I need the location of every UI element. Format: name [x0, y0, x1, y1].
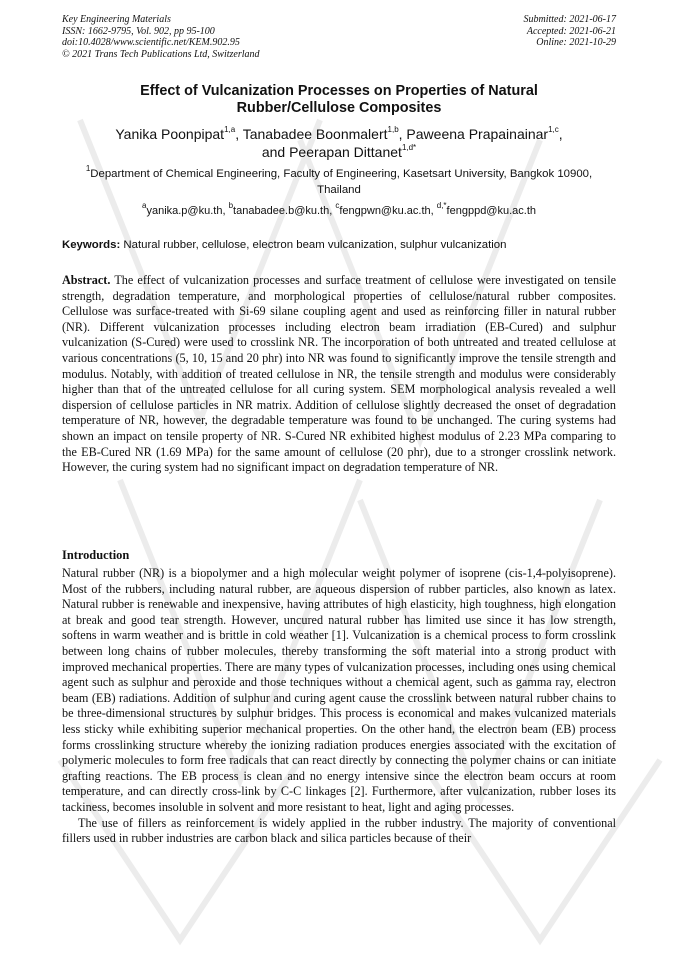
affiliation [70, 164, 608, 198]
abstract [62, 273, 616, 476]
paragraph: Natural rubber (NR) is a biopolymer and a high molecular weight polymer of isoprene (cis-1,4-polyisoprene). Most of the rubbers, including natural rubber, are aqueous dispersion of rubber particles, also known as latex. Natural rubber is renewable and inexpensive, having attributes of high elasticity, high toughness, high elongation at break and good tear strength. However, uncured natural rubber has limited use since it has low strength, softens in warm weather and is brittle in cold weather [1]. Vulcanization is a chemical process to form crosslink between long chains of rubber molecules, thereby transforming the soft material into a strong product with improved mechanical properties. There are many types of vulcanization processes, including ones using chemical agent such as sulphur and peroxide and those techniques without a chemical agent, such as gamma ray, electron beam (EB) radiations. Addition of sulphur and curing agent cause the crosslink between natural rubber chains to be three-dimensional structures by sulphur bridges. This process is economical and makes vulcanized materials less sticky while exhibiting superior mechanical properties. On the other hand, the electron beam (EB) process forms crosslinking structure whereby the ionizing radiation produces energies associated with the excitation of polymeric molecules to form free radicals that can react directly by connecting the polymer chains or can initiate grafting reactions. The EB process is clean and no energy intensive since the electron beam occurs at room temperature, and can directly cross-link by C-C linkages [2]. Furthermore, after vulcanization, rubber loses its tackiness, becomes insoluble in solvent and more resistant to heat, light and aging processes. [62, 566, 616, 814]
email-list: $^a$yanika.p@ku.th, $^b$tanabadee.b@ku.th, $^c$fengpwn@ku.ac.th, $^{d,*}$fengppd@ku.ac.th [142, 201, 536, 217]
accepted-date: Accepted: 2021-06-21 [526, 25, 616, 37]
online-date: Online: 2021-10-29 [536, 37, 616, 49]
author-and: and [261, 144, 290, 160]
author-name: Yanika Poonpipat [115, 126, 225, 142]
author-sup: 1,c [548, 125, 559, 135]
email-link[interactable]: fengppd@ku.ac.th [446, 205, 536, 217]
email-link[interactable]: yanika.p@ku.th [146, 205, 223, 217]
affiliation-text: Department of Chemical Engineering, Faculty of Engineering, Kasetsart University, Bangkok 10900, Thailand [90, 168, 593, 196]
abstract-label: Abstract. [62, 273, 111, 287]
doi-line: doi:10.4028/www.scientific.net/KEM.902.95 [62, 37, 240, 49]
author-name: Tanabadee Boonmalert [242, 126, 388, 142]
keywords [62, 238, 616, 253]
email-link[interactable]: tanabadee.b@ku.th [233, 205, 330, 217]
section-heading-introduction: Introduction [62, 548, 130, 562]
keywords-text: Natural rubber, cellulose, electron beam vulcanization, sulphur vulcanization [120, 239, 507, 251]
author-sup: 1,a [224, 125, 236, 135]
introduction-body [62, 566, 616, 847]
issn-line: ISSN: 1662-9795, Vol. 902, pp 95-100 [62, 25, 215, 37]
author-list: Yanika Poonpipat$^{1,a}$, Tanabadee Boonmalert$^{1,b}$, Paweena Prapainainar$^{1,c}$, and Peerapan Dittanet$^{1,d*}$ [115, 125, 563, 160]
author-sup: 1,b [387, 125, 399, 135]
journal-header-left [62, 14, 260, 60]
paper-title [62, 83, 616, 117]
abstract-text: The effect of vulcanization processes and surface treatment of cellulose were investigated on tensile strength, degradation temperature, and morphological properties of cellulose/natural rubber composites. Cellulose was surface-treated with Si-69 silane coupling agent and used as reinforcing filler in natural rubber (NR). Different vulcanization processes including electron beam irradiation (EB-Cured) and sulphur vulcanization (S-Cured) were used to crosslink NR. The incorporation of both untreated and treated cellulose at various concentrations (5, 10, 15 and 20 phr) into NR was found to significantly improve the tensile strength and modulus. Notably, with addition of treated cellulose in NR, the tensile strength and modulus were considerably higher than that of the untreated cellulose for all curing system. SEM morphological analysis revealed a well dispersion of cellulose particles in NR matrix. Addition of cellulose slightly decreased the onset of degradation temperature of NR, however, the degradable temperature was found to be unchanged. The curing systems had shown an impact on tensile property of NR. S-Cured NR exhibited highest modulus of 2.23 MPa comparing to the EB-Cured NR (1.69 MPa) for the same amount of cellulose (20 phr), due to a stronger crosslink network. However, the curing system had no significant impact on degradation temperature of NR. [62, 273, 616, 475]
journal-header-right [524, 14, 617, 49]
submitted-date: Submitted: 2021-06-17 [523, 14, 616, 25]
author-sup: 1,d* [401, 143, 417, 153]
journal-name: Key Engineering Materials [62, 14, 171, 25]
email-link[interactable]: fengpwn@ku.ac.th [339, 205, 431, 217]
keywords-label: Keywords: [62, 239, 121, 251]
copyright-line: © 2021 Trans Tech Publications Ltd, Switzerland [62, 48, 260, 60]
author-name: Paweena Prapainainar [406, 126, 549, 142]
paragraph: The use of fillers as reinforcement is widely applied in the rubber industry. The majority of conventional fillers used in rubber industries are carbon black and silica particles because of their [62, 815, 616, 846]
title-line-1: Effect of Vulcanization Processes on Properties of Natural [140, 83, 538, 99]
affiliation-sup: 1 [85, 164, 91, 174]
title-line-2: Rubber/Cellulose Composites [236, 100, 442, 116]
author-name: Peerapan Dittanet [289, 144, 402, 160]
